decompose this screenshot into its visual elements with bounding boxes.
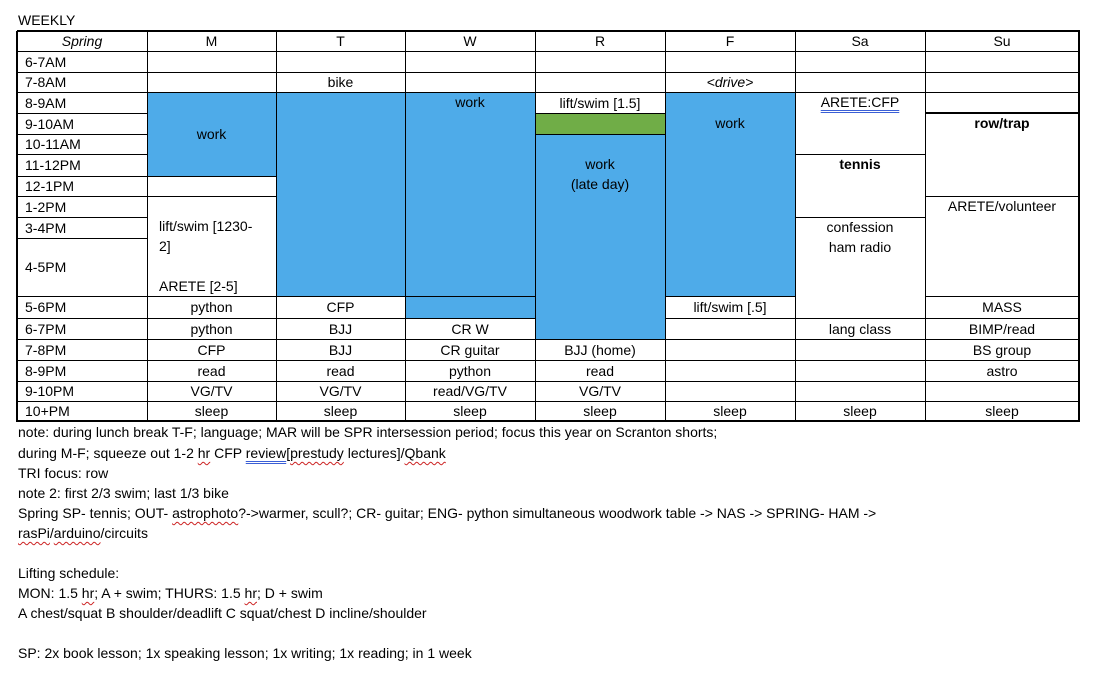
cell-text: VG/TV (190, 383, 233, 399)
note-line (18, 523, 148, 543)
note-text: ; D + swim (257, 585, 323, 601)
note-text: Spring SP- tennis; OUT- (18, 505, 173, 521)
cell-text: work (196, 126, 227, 142)
time-slot-label: 6-7PM (25, 320, 67, 337)
grid-line (535, 31, 536, 422)
grid-line (795, 92, 926, 93)
flagged-word: astrophoto (172, 505, 239, 521)
schedule-cell (795, 360, 925, 381)
schedule-cell (147, 196, 276, 296)
schedule-cell (795, 381, 925, 401)
grid-line (405, 31, 406, 422)
cell-text: <drive> (706, 74, 754, 90)
cell-text: read/VG/TV (433, 383, 507, 399)
cell-text: VG/TV (578, 383, 621, 399)
grid-line (147, 196, 277, 197)
note-text: SP: 2x book lesson; 1x speaking lesson; 1x writing; 1x reading; in 1 week (18, 645, 472, 661)
grid-line (147, 31, 148, 422)
cell-text: sleep (985, 403, 1019, 419)
grid-line (795, 30, 926, 32)
grid-line (147, 72, 277, 73)
time-slot-label: 7-8AM (25, 74, 67, 90)
grid-line (925, 381, 1080, 382)
cell-text: lift/swim [.5] (693, 299, 767, 315)
grid-line (276, 296, 406, 297)
cell-text: confession ham radio (826, 219, 894, 255)
grid-line (405, 72, 536, 73)
note-text: ?->warmer, scull?; CR- guitar; ENG- python simultaneous woodwork table -> NAS -> SPRING- HAM -> (238, 505, 877, 521)
grid-line (535, 72, 666, 73)
schedule-cell (925, 381, 1079, 401)
grid-line (276, 92, 406, 93)
grid-line (276, 360, 406, 361)
grid-line (17, 30, 148, 32)
schedule-cell (925, 339, 1079, 360)
grid-line (17, 381, 148, 382)
flagged-word: arduino (53, 525, 101, 541)
note-line (18, 643, 472, 663)
grid-line (665, 51, 796, 52)
schedule-block (665, 92, 795, 296)
grid-line (17, 360, 148, 361)
schedule-cell (925, 296, 1079, 318)
time-slot-label: 8-9AM (25, 94, 67, 111)
flagged-word: hr (197, 445, 211, 461)
schedule-block (535, 113, 665, 134)
grid-line (276, 401, 406, 402)
schedule-cell (925, 92, 1079, 113)
schedule-block (405, 296, 535, 318)
grid-line (535, 360, 666, 361)
note-text: note: during lunch break T-F; language; MAR will be SPR intersession period; focus this year on Scranton shorts; (18, 424, 718, 440)
schedule-cell (147, 51, 276, 72)
grid-line (665, 30, 796, 32)
cell-text: sleep (583, 403, 617, 419)
day-header-sa: Sa (851, 33, 869, 49)
grid-line (665, 31, 666, 422)
cell-text: CR guitar (440, 341, 500, 358)
grid-line (925, 360, 1080, 361)
grid-line (535, 401, 666, 402)
cell-text: python (190, 299, 233, 315)
time-slot-label: 4-5PM (25, 259, 67, 275)
grid-line (795, 31, 796, 422)
note-text: Lifting schedule: (18, 565, 120, 581)
flagged-word: review (245, 445, 287, 461)
schedule-cell (147, 339, 276, 360)
cell-text: BJJ (328, 320, 353, 337)
grid-line (405, 381, 536, 382)
grid-line (665, 401, 796, 402)
grid-line (147, 176, 277, 177)
grid-line (147, 30, 277, 32)
schedule-cell (147, 381, 276, 401)
grid-line (1078, 31, 1080, 422)
grid-line (1078, 113, 1080, 197)
grid-line (535, 92, 666, 93)
cell-text: bike (327, 74, 354, 90)
grid-line (405, 51, 536, 52)
time-slot-label: 10+PM (25, 403, 70, 419)
cell-text: work (455, 94, 485, 110)
cell-text: astro (986, 362, 1018, 379)
schedule-cell (535, 360, 665, 381)
schedule-cell (147, 72, 276, 92)
grid-line (147, 92, 277, 93)
schedule-cell (925, 360, 1079, 381)
grid-line (405, 296, 536, 297)
cell-text: python (448, 362, 492, 379)
note-line (18, 443, 446, 463)
grid-line (147, 318, 277, 319)
time-slot-label: 6-7AM (25, 53, 67, 70)
grid-line (17, 176, 148, 177)
cell-text: sleep (713, 403, 747, 419)
grid-line (665, 72, 796, 73)
time-slot-label: 12-1PM (25, 178, 75, 194)
flagged-word: rasPi (18, 525, 50, 541)
schedule-cell (405, 381, 535, 401)
day-header-f: F (725, 33, 735, 49)
schedule-cell (276, 296, 405, 318)
cell-text: read (197, 362, 226, 379)
schedule-cell (795, 72, 925, 92)
flagged-word: Qbank (404, 445, 446, 461)
grid-line (795, 381, 926, 382)
schedule-cell (795, 318, 925, 339)
note-line (18, 563, 119, 583)
schedule-cell (276, 72, 405, 92)
grid-line (17, 196, 148, 197)
schedule-block (276, 92, 405, 296)
cell-text: tennis (839, 156, 881, 172)
schedule-cell (276, 339, 405, 360)
grid-line (795, 217, 926, 218)
grid-line (795, 318, 926, 319)
day-header-t: T (336, 33, 345, 49)
note-line (18, 503, 876, 523)
cell-text: VG/TV (319, 383, 362, 399)
grid-line (925, 318, 1080, 319)
note-line (18, 483, 229, 503)
grid-line (17, 154, 148, 155)
schedule-cell (665, 72, 795, 92)
schedule-cell (665, 51, 795, 72)
cell-text: BJJ (home) (564, 341, 636, 358)
schedule-cell (276, 51, 405, 72)
note-text: TRI focus: row (18, 465, 109, 481)
grid-line (405, 401, 536, 402)
grid-line (276, 339, 406, 340)
cell-text: python (190, 320, 233, 337)
grid-line (276, 72, 406, 73)
grid-line (17, 113, 148, 114)
grid-line (17, 134, 148, 135)
time-slot-label: 5-6PM (25, 299, 67, 315)
cell-text: ARETE:CFP (820, 94, 900, 110)
cell-text: lift/swim [1.5] (559, 94, 641, 111)
schedule-cell (147, 401, 276, 421)
note-text: [ (286, 445, 291, 461)
grid-line (925, 339, 1080, 340)
schedule-block (147, 92, 276, 176)
grid-line (535, 51, 666, 52)
grid-line (405, 360, 536, 361)
grid-line (147, 381, 277, 382)
schedule-cell (665, 401, 795, 421)
grid-line (276, 381, 406, 382)
grid-line (925, 296, 1080, 297)
grid-line (17, 238, 148, 239)
time-slot-label: 8-9PM (25, 362, 67, 379)
schedule-cell (795, 154, 925, 217)
grid-line (535, 381, 666, 382)
schedule-cell (405, 401, 535, 421)
grid-line (17, 296, 148, 297)
schedule-cell (147, 296, 276, 318)
grid-line (665, 318, 796, 319)
grid-line (17, 318, 148, 319)
grid-line (925, 92, 1080, 93)
grid-line (795, 154, 926, 155)
grid-line (795, 72, 926, 73)
grid-line (17, 72, 148, 73)
cell-text: work (late day) (570, 156, 630, 192)
schedule-cell (276, 401, 405, 421)
cell-text: BJJ (328, 341, 353, 358)
grid-line (17, 92, 148, 93)
grid-line (535, 30, 666, 32)
note-line (18, 422, 717, 442)
cell-text: sleep (194, 403, 229, 419)
flagged-word: hr (244, 585, 257, 601)
grid-line (405, 92, 536, 93)
grid-line (925, 51, 1080, 52)
grid-line (17, 339, 148, 340)
cell-text: work (715, 115, 745, 131)
schedule-cell (535, 92, 665, 113)
cell-text: lang class (828, 320, 892, 337)
cell-text: BS group (972, 341, 1032, 358)
schedule-cell (405, 360, 535, 381)
schedule-cell (147, 176, 276, 196)
grid-line (276, 51, 406, 52)
schedule-cell (147, 360, 276, 381)
time-slot-label: 10-11AM (25, 136, 81, 152)
schedule-cell (535, 339, 665, 360)
grid-line (276, 31, 277, 422)
grid-line (665, 339, 796, 340)
schedule-cell (276, 381, 405, 401)
time-slot-label: 1-2PM (25, 198, 67, 215)
note-text: CFP (210, 445, 246, 461)
note-text: during M-F; squeeze out 1-2 (18, 445, 198, 461)
grid-line (925, 112, 1080, 114)
cell-text: read (326, 362, 355, 379)
grid-line (16, 31, 18, 422)
season-header: Spring (61, 33, 103, 49)
day-header-su: Su (993, 33, 1011, 49)
grid-line (276, 30, 406, 32)
cell-text: lift/swim [1230- 2] ARETE [2-5] (159, 218, 253, 294)
grid-line (925, 31, 926, 422)
schedule-cell (795, 401, 925, 421)
day-header-w: W (463, 33, 477, 49)
grid-line (665, 360, 796, 361)
schedule-block (405, 92, 535, 296)
schedule-cell (795, 92, 925, 154)
grid-line (665, 381, 796, 382)
grid-line (147, 360, 277, 361)
grid-line (925, 72, 1080, 73)
note-line (18, 463, 108, 483)
schedule-cell (925, 196, 1079, 296)
time-slot-label: 9-10AM (25, 115, 75, 132)
cell-text: sleep (453, 403, 487, 419)
grid-line (147, 296, 277, 297)
schedule-cell (405, 72, 535, 92)
grid-line (535, 339, 666, 340)
note-text: A chest/squat B shoulder/deadlift C squat/chest D incline/shoulder (18, 605, 427, 621)
schedule-cell (795, 51, 925, 72)
schedule-cell (925, 318, 1079, 339)
schedule-cell (405, 318, 535, 339)
grid-line (147, 401, 277, 402)
grid-line (405, 30, 536, 32)
grid-line (17, 217, 148, 218)
grid-line (795, 339, 926, 340)
grid-line (925, 196, 1080, 197)
cell-text: ARETE/volunteer (947, 198, 1057, 214)
flagged-word: hr (81, 585, 95, 601)
grid-line (147, 51, 277, 52)
cell-text: row/trap (974, 115, 1030, 131)
note-text: MON: 1.5 (18, 585, 82, 601)
cell-text: read (585, 362, 615, 379)
schedule-cell (795, 339, 925, 360)
cell-text: MASS (982, 299, 1022, 315)
schedule-cell (147, 318, 276, 339)
schedule-cell (665, 318, 795, 339)
note-text: /circuits (100, 525, 148, 541)
grid-line (405, 318, 536, 319)
grid-line (17, 51, 148, 52)
cell-text: CFP (197, 341, 226, 358)
schedule-cell (535, 381, 665, 401)
grid-line (795, 51, 926, 52)
schedule-cell (925, 113, 1079, 196)
schedule-cell (405, 51, 535, 72)
cell-text: sleep (323, 403, 358, 419)
grid-line (665, 296, 796, 297)
note-text: ; A + swim; THURS: 1.5 (94, 585, 245, 601)
schedule-cell (665, 381, 795, 401)
schedule-cell (925, 72, 1079, 92)
note-line (18, 583, 323, 603)
grid-line (795, 420, 926, 422)
day-header-m: M (205, 33, 218, 49)
schedule-cell (665, 296, 795, 318)
schedule-cell (925, 401, 1079, 421)
grid-line (535, 134, 666, 135)
time-slot-label: 3-4PM (25, 219, 67, 236)
cell-text: CR W (451, 320, 489, 337)
schedule-cell (535, 401, 665, 421)
grid-line (276, 318, 406, 319)
flagged-word: prestudy (290, 445, 344, 461)
schedule-block (535, 134, 665, 339)
schedule-cell (276, 318, 405, 339)
note-line (18, 603, 427, 623)
time-slot-label: 11-12PM (25, 157, 81, 173)
schedule-cell (405, 339, 535, 360)
schedule-cell (535, 51, 665, 72)
schedule-cell (665, 360, 795, 381)
schedule-cell (665, 339, 795, 360)
time-slot-label: 9-10PM (25, 383, 75, 399)
note-text: lectures]/ (343, 445, 405, 461)
grid-line (405, 339, 536, 340)
time-slot-label: 7-8PM (25, 341, 67, 358)
note-text: / (49, 525, 54, 541)
schedule-cell (925, 51, 1079, 72)
grid-line (795, 360, 926, 361)
document-title: WEEKLY (18, 12, 76, 28)
grid-line (147, 339, 277, 340)
grid-line (795, 401, 926, 402)
cell-text: BIMP/read (968, 320, 1036, 337)
grid-line (535, 113, 666, 114)
schedule-cell (535, 72, 665, 92)
schedule-cell (276, 360, 405, 381)
cell-text: CFP (326, 299, 355, 315)
cell-text: sleep (843, 403, 877, 419)
grid-line (925, 401, 1080, 402)
grid-line (665, 92, 796, 93)
grid-line (925, 420, 1080, 422)
grid-line (925, 30, 1080, 32)
note-text: note 2: first 2/3 swim; last 1/3 bike (18, 485, 229, 501)
grid-line (17, 401, 148, 402)
day-header-r: R (594, 33, 606, 49)
